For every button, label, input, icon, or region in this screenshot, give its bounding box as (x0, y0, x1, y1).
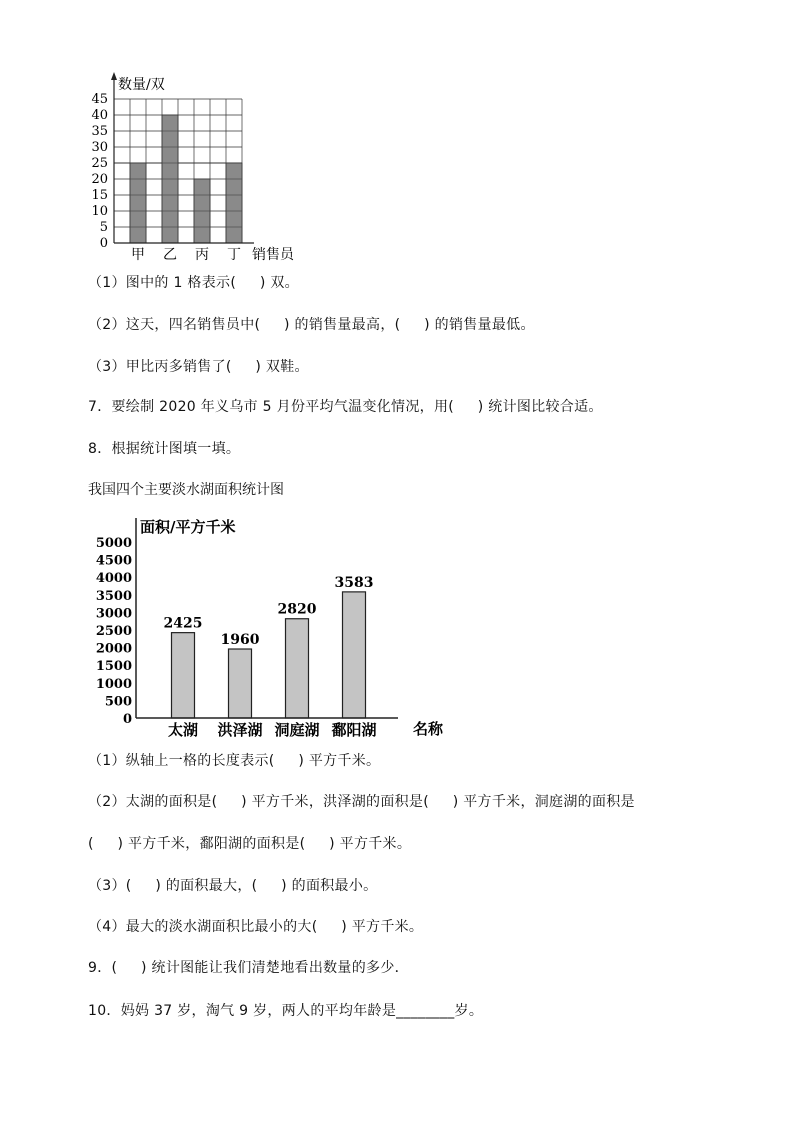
chart2-y-tick-label: 2000 (95, 641, 132, 657)
chart1-y-tick-label: 5 (99, 220, 108, 235)
chart1-y-tick-label: 30 (91, 140, 108, 155)
question-10: 10．妈妈 37 岁，淘气 9 岁，两人的平均年龄是________岁。 (88, 1003, 484, 1019)
chart2-y-tick-label: 5000 (95, 536, 132, 551)
chart1-y-tick-label: 10 (91, 204, 108, 219)
chart2-y-tick-label: 1500 (95, 659, 132, 675)
chart1-x-tick-label: 乙 (163, 247, 177, 263)
question-6-2: （2）这天，四名销售员中( ) 的销售量最高，( ) 的销售量最低。 (88, 317, 535, 333)
chart1-y-tick-label: 35 (91, 124, 108, 139)
chart1-y-tick-label: 20 (91, 172, 108, 187)
chart2-x-tick-label: 洞庭湖 (274, 721, 320, 739)
chart1-x-tick-labels (131, 247, 241, 263)
chart2-ylabel: 面积/平方千米 (140, 518, 236, 536)
chart2-xlabel: 名称 (413, 720, 444, 738)
chart2-data-label: 2425 (163, 615, 203, 632)
chart2-x-tick-label: 洪泽湖 (217, 721, 263, 739)
chart1-bar-丁 (226, 163, 242, 243)
chart1-y-tick-label: 45 (91, 92, 108, 107)
question-8-1: （1）纵轴上一格的长度表示( ) 平方千米。 (88, 753, 381, 769)
chart1-x-tick-label: 甲 (131, 247, 145, 263)
chart2-data-label: 3583 (334, 574, 374, 591)
chart2-title: 我国四个主要淡水湖面积统计图 (88, 482, 284, 498)
lake-area-bar-chart (88, 512, 458, 742)
question-8-4: （4）最大的淡水湖面积比最小的大( ) 平方千米。 (88, 919, 424, 935)
sales-bar-chart (86, 70, 316, 270)
chart2-bars (172, 592, 366, 718)
chart2-y-tick-label: 3500 (95, 588, 132, 604)
question-7: 7．要绘制 2020 年义乌市 5 月份平均气温变化情况，用( ) 统计图比较合适。 (88, 399, 603, 415)
chart2-x-tick-label: 太湖 (167, 721, 199, 739)
chart2-bar-洞庭湖 (286, 619, 309, 718)
chart1-y-tick-label: 40 (91, 108, 108, 123)
chart1-y-arrow (111, 72, 117, 80)
chart1-x-tick-label: 丁 (227, 247, 241, 263)
chart2-x-tick-label: 鄱阳湖 (331, 721, 377, 739)
chart2-y-tick-label: 1000 (95, 676, 132, 692)
question-6-1: （1）图中的 1 格表示( ) 双。 (88, 275, 299, 291)
chart2-bar-鄱阳湖 (343, 592, 366, 718)
chart2-x-tick-labels (168, 721, 377, 739)
chart2-y-tick-label: 2500 (95, 624, 132, 639)
chart2-y-tick-label: 3000 (95, 606, 132, 622)
chart1-y-tick-label: 25 (91, 156, 108, 171)
question-6-3: （3）甲比丙多销售了( ) 双鞋。 (88, 359, 309, 375)
chart1-ylabel: 数量/双 (118, 77, 165, 93)
chart2-y-tick-label: 0 (122, 712, 132, 727)
chart2-y-tick-labels (96, 536, 132, 727)
chart2-y-tick-label: 4500 (95, 553, 132, 569)
chart2-y-tick-label: 4000 (95, 571, 132, 587)
chart2-data-label: 1960 (220, 632, 260, 649)
chart1-x-tick-label: 丙 (195, 247, 209, 263)
chart2-bar-太湖 (172, 633, 195, 718)
chart1-bar-甲 (130, 163, 146, 243)
chart2-data-label: 2820 (277, 601, 317, 618)
chart2-bar-洪泽湖 (229, 649, 252, 718)
chart2-y-tick-label: 500 (104, 694, 132, 710)
question-8-2b: ( ) 平方千米，鄱阳湖的面积是( ) 平方千米。 (88, 836, 412, 852)
question-9: 9．( ) 统计图能让我们清楚地看出数量的多少． (88, 960, 409, 976)
question-8-2a: （2）太湖的面积是( ) 平方千米，洪泽湖的面积是( ) 平方千米，洞庭湖的面积是 (88, 794, 635, 810)
question-8-3: （3）( ) 的面积最大，( ) 的面积最小。 (88, 878, 378, 894)
chart1-y-tick-label: 15 (91, 188, 108, 203)
chart1-y-tick-labels (91, 92, 108, 251)
chart1-xlabel: 销售员 (252, 247, 294, 263)
chart1-y-tick-label: 0 (99, 236, 108, 251)
question-8: 8．根据统计图填一填。 (88, 441, 241, 457)
